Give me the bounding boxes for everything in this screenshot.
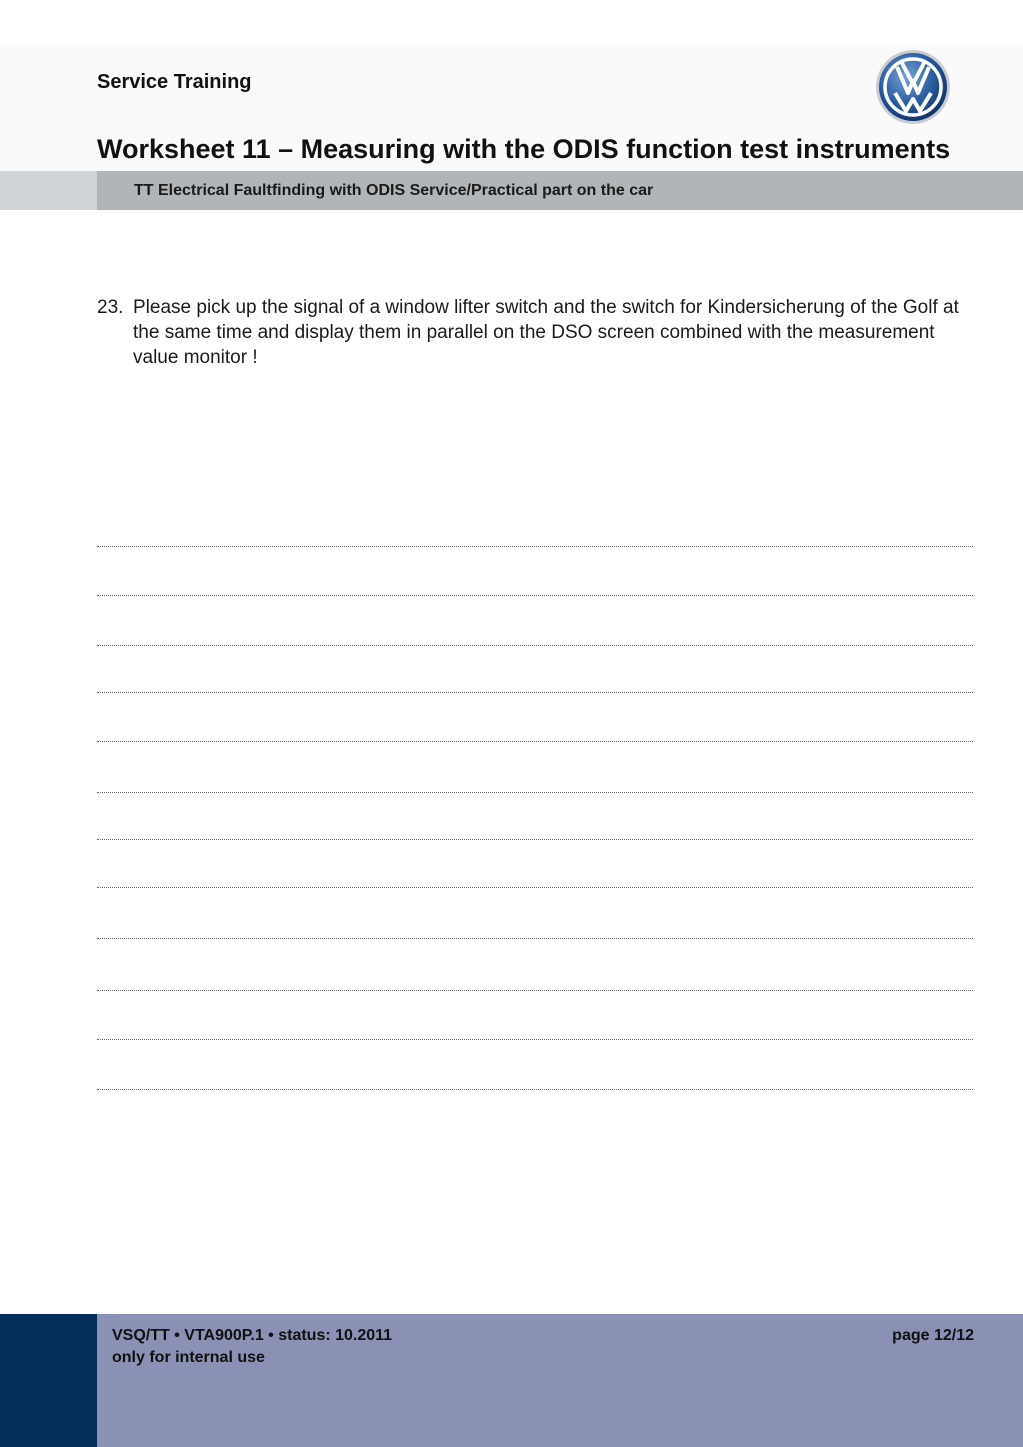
vw-logo-icon bbox=[875, 49, 951, 125]
page-subtitle: TT Electrical Faultfinding with ODIS Service/Practical part on the car bbox=[134, 182, 654, 199]
question-number: 23. bbox=[97, 297, 124, 318]
answer-line[interactable] bbox=[97, 546, 973, 547]
answer-line[interactable] bbox=[97, 1089, 973, 1090]
page-title: Worksheet 11 – Measuring with the ODIS function test instruments bbox=[97, 134, 951, 164]
footer-usage: only for internal use bbox=[112, 1349, 265, 1366]
answer-line[interactable] bbox=[97, 595, 973, 596]
question-block bbox=[97, 295, 977, 370]
footer-doc-info: VSQ/TT • VTA900P.1 • status: 10.2011 bbox=[112, 1327, 393, 1344]
answer-line[interactable] bbox=[97, 645, 973, 646]
question-text: Please pick up the signal of a window lifter switch and the switch for Kindersicherung of the Golf at the same time and display them in parallel on the DSO screen combined with the measurement value monitor ! bbox=[133, 297, 959, 368]
brand-label: Service Training bbox=[97, 71, 252, 93]
answer-line[interactable] bbox=[97, 741, 973, 742]
answer-line[interactable] bbox=[97, 1039, 973, 1040]
footer-page-number: page 12/12 bbox=[892, 1327, 974, 1344]
answer-line[interactable] bbox=[97, 990, 973, 991]
footer-info bbox=[112, 1325, 392, 1369]
footer bbox=[97, 1314, 1023, 1447]
answer-line[interactable] bbox=[97, 887, 973, 888]
answer-line[interactable] bbox=[97, 792, 973, 793]
answer-line[interactable] bbox=[97, 839, 973, 840]
footer-accent bbox=[0, 1314, 97, 1447]
subbar-accent bbox=[0, 171, 97, 210]
subtitle-bar bbox=[97, 171, 1023, 210]
answer-line[interactable] bbox=[97, 692, 973, 693]
answer-line[interactable] bbox=[97, 938, 973, 939]
